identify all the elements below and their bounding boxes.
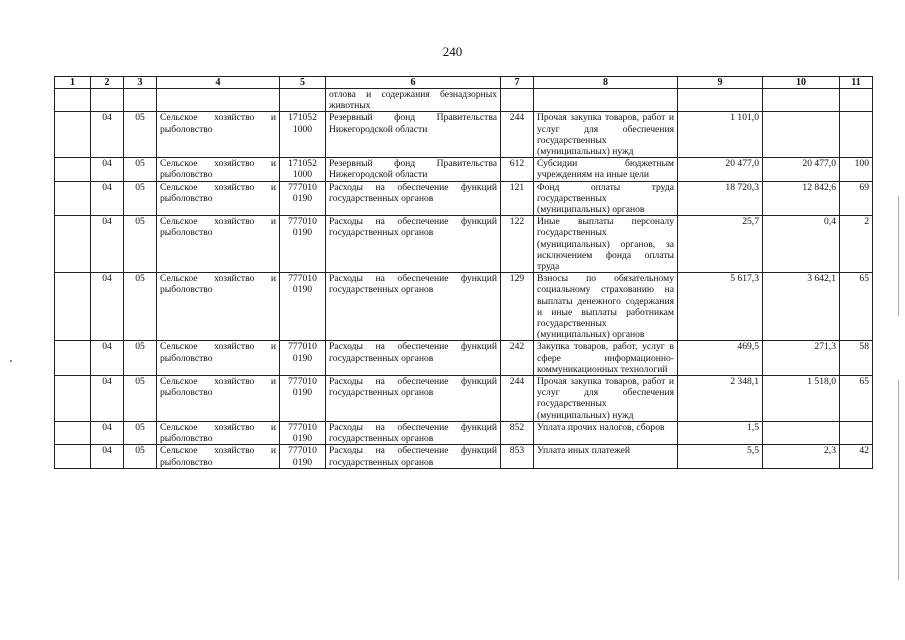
column-header-8: 8 bbox=[534, 77, 678, 89]
cell-expense-name: Прочая закупка товаров, работ и услуг для обеспечения государственных (муниципальных) нужд bbox=[534, 112, 678, 158]
cell-expense-type bbox=[501, 89, 534, 112]
cell-percent: 42 bbox=[840, 445, 873, 468]
cell-target-code: 777010 0190 bbox=[280, 445, 326, 468]
cell-section: 04 bbox=[91, 445, 124, 468]
cell-section: 04 bbox=[91, 181, 124, 216]
cell-section-name: Сельское хозяйство и рыболовство bbox=[157, 376, 280, 422]
cell-target-name: Расходы на обеспечение функций государственных органов bbox=[326, 341, 501, 376]
column-header-7: 7 bbox=[501, 77, 534, 89]
cell-expense-name: Иные выплаты персоналу государственных (муниципальных) органов, за исключением фонда оплаты труда bbox=[534, 216, 678, 273]
cell-subsection: 05 bbox=[124, 158, 157, 181]
cell-number bbox=[55, 181, 91, 216]
table-row bbox=[55, 89, 873, 112]
cell-expense-type: 242 bbox=[501, 341, 534, 376]
cell-subsection bbox=[124, 89, 157, 112]
cell-subsection: 05 bbox=[124, 376, 157, 422]
table-row bbox=[55, 376, 873, 422]
cell-section: 04 bbox=[91, 273, 124, 341]
cell-percent: 58 bbox=[840, 341, 873, 376]
cell-target-name: отлова и содержания безнадзорных животных bbox=[326, 89, 501, 112]
cell-target-code: 777010 0190 bbox=[280, 216, 326, 273]
cell-executed: 2,3 bbox=[763, 445, 840, 468]
column-header-4: 4 bbox=[157, 77, 280, 89]
cell-expense-name bbox=[534, 89, 678, 112]
header-row bbox=[55, 77, 873, 89]
cell-section: 04 bbox=[91, 421, 124, 444]
cell-executed bbox=[763, 89, 840, 112]
cell-target-code: 171052 1000 bbox=[280, 158, 326, 181]
column-header-5: 5 bbox=[280, 77, 326, 89]
cell-section-name: Сельское хозяйство и рыболовство bbox=[157, 216, 280, 273]
column-header-3: 3 bbox=[124, 77, 157, 89]
cell-planned: 1,5 bbox=[678, 421, 763, 444]
cell-subsection: 05 bbox=[124, 216, 157, 273]
cell-expense-name: Уплата иных платежей bbox=[534, 445, 678, 468]
table-row bbox=[55, 341, 873, 376]
cell-planned: 25,7 bbox=[678, 216, 763, 273]
cell-section: 04 bbox=[91, 158, 124, 181]
table-row bbox=[55, 445, 873, 468]
cell-number bbox=[55, 158, 91, 181]
cell-target-code: 777010 0190 bbox=[280, 273, 326, 341]
cell-section-name: Сельское хозяйство и рыболовство bbox=[157, 273, 280, 341]
cell-subsection: 05 bbox=[124, 421, 157, 444]
cell-executed: 3 642,1 bbox=[763, 273, 840, 341]
cell-section-name bbox=[157, 89, 280, 112]
cell-executed bbox=[763, 112, 840, 158]
cell-subsection: 05 bbox=[124, 112, 157, 158]
cell-section-name: Сельское хозяйство и рыболовство bbox=[157, 445, 280, 468]
column-header-11: 11 bbox=[840, 77, 873, 89]
column-header-10: 10 bbox=[763, 77, 840, 89]
cell-planned: 1 101,0 bbox=[678, 112, 763, 158]
cell-planned: 18 720,3 bbox=[678, 181, 763, 216]
cell-target-code: 171052 1000 bbox=[280, 112, 326, 158]
table-row bbox=[55, 158, 873, 181]
cell-planned: 5,5 bbox=[678, 445, 763, 468]
cell-section-name: Сельское хозяйство и рыболовство bbox=[157, 341, 280, 376]
cell-target-name: Расходы на обеспечение функций государственных органов bbox=[326, 181, 501, 216]
column-header-9: 9 bbox=[678, 77, 763, 89]
cell-percent: 100 bbox=[840, 158, 873, 181]
cell-section: 04 bbox=[91, 112, 124, 158]
cell-section-name: Сельское хозяйство и рыболовство bbox=[157, 112, 280, 158]
cell-planned: 5 617,3 bbox=[678, 273, 763, 341]
cell-section: 04 bbox=[91, 376, 124, 422]
cell-executed: 20 477,0 bbox=[763, 158, 840, 181]
cell-number bbox=[55, 89, 91, 112]
cell-percent: 65 bbox=[840, 273, 873, 341]
cell-subsection: 05 bbox=[124, 181, 157, 216]
cell-number bbox=[55, 341, 91, 376]
cell-expense-name: Закупка товаров, работ, услуг в сфере информационно-коммуникационных технологий bbox=[534, 341, 678, 376]
cell-executed: 0,4 bbox=[763, 216, 840, 273]
cell-expense-type: 122 bbox=[501, 216, 534, 273]
scan-mark-right-low bbox=[898, 380, 899, 580]
cell-expense-type: 612 bbox=[501, 158, 534, 181]
cell-subsection: 05 bbox=[124, 273, 157, 341]
cell-target-code: 777010 0190 bbox=[280, 341, 326, 376]
cell-subsection: 05 bbox=[124, 445, 157, 468]
cell-expense-name: Взносы по обязательному социальному страхованию на выплаты денежного содержания и иные выплаты работникам государственных (муниципальных) органов bbox=[534, 273, 678, 341]
cell-planned bbox=[678, 89, 763, 112]
column-header-6: 6 bbox=[326, 77, 501, 89]
cell-target-name: Расходы на обеспечение функций государственных органов bbox=[326, 421, 501, 444]
cell-expense-type: 852 bbox=[501, 421, 534, 444]
cell-target-name: Расходы на обеспечение функций государственных органов bbox=[326, 445, 501, 468]
table-row bbox=[55, 181, 873, 216]
cell-expense-name: Прочая закупка товаров, работ и услуг для обеспечения государственных (муниципальных) нужд bbox=[534, 376, 678, 422]
cell-expense-type: 244 bbox=[501, 376, 534, 422]
table-row bbox=[55, 112, 873, 158]
cell-expense-type: 129 bbox=[501, 273, 534, 341]
cell-number bbox=[55, 421, 91, 444]
cell-target-name: Расходы на обеспечение функций государственных органов bbox=[326, 216, 501, 273]
table-body bbox=[55, 89, 873, 469]
cell-percent: 69 bbox=[840, 181, 873, 216]
cell-executed: 12 842,6 bbox=[763, 181, 840, 216]
cell-target-name: Расходы на обеспечение функций государственных органов bbox=[326, 376, 501, 422]
cell-expense-name: Уплата прочих налогов, сборов bbox=[534, 421, 678, 444]
cell-section-name: Сельское хозяйство и рыболовство bbox=[157, 158, 280, 181]
column-header-1: 1 bbox=[55, 77, 91, 89]
cell-percent bbox=[840, 89, 873, 112]
cell-target-name: Расходы на обеспечение функций государственных органов bbox=[326, 273, 501, 341]
scan-mark-left bbox=[10, 360, 12, 362]
cell-expense-name: Субсидии бюджетным учреждениям на иные цели bbox=[534, 158, 678, 181]
cell-section bbox=[91, 89, 124, 112]
cell-expense-type: 244 bbox=[501, 112, 534, 158]
cell-target-name: Резервный фонд Правительства Нижегородской области bbox=[326, 158, 501, 181]
scan-mark-right bbox=[898, 196, 899, 316]
cell-section-name: Сельское хозяйство и рыболовство bbox=[157, 181, 280, 216]
cell-target-name: Резервный фонд Правительства Нижегородской области bbox=[326, 112, 501, 158]
table-row bbox=[55, 421, 873, 444]
cell-section-name: Сельское хозяйство и рыболовство bbox=[157, 421, 280, 444]
cell-executed bbox=[763, 421, 840, 444]
cell-target-code: 777010 0190 bbox=[280, 181, 326, 216]
table-header bbox=[55, 77, 873, 89]
cell-planned: 20 477,0 bbox=[678, 158, 763, 181]
cell-number bbox=[55, 376, 91, 422]
cell-number bbox=[55, 112, 91, 158]
cell-executed: 1 518,0 bbox=[763, 376, 840, 422]
cell-number bbox=[55, 273, 91, 341]
cell-target-code bbox=[280, 89, 326, 112]
cell-subsection: 05 bbox=[124, 341, 157, 376]
budget-table bbox=[54, 76, 873, 469]
cell-planned: 2 348,1 bbox=[678, 376, 763, 422]
cell-target-code: 777010 0190 bbox=[280, 421, 326, 444]
cell-executed: 271,3 bbox=[763, 341, 840, 376]
cell-section: 04 bbox=[91, 216, 124, 273]
cell-percent bbox=[840, 112, 873, 158]
cell-expense-type: 853 bbox=[501, 445, 534, 468]
page-number: 240 bbox=[442, 44, 463, 59]
cell-number bbox=[55, 216, 91, 273]
cell-percent: 2 bbox=[840, 216, 873, 273]
cell-target-code: 777010 0190 bbox=[280, 376, 326, 422]
cell-number bbox=[55, 445, 91, 468]
cell-section: 04 bbox=[91, 341, 124, 376]
table-row bbox=[55, 216, 873, 273]
cell-planned: 469,5 bbox=[678, 341, 763, 376]
column-header-2: 2 bbox=[91, 77, 124, 89]
cell-expense-type: 121 bbox=[501, 181, 534, 216]
table-row bbox=[55, 273, 873, 341]
cell-percent bbox=[840, 421, 873, 444]
cell-expense-name: Фонд оплаты труда государственных (муниципальных) органов bbox=[534, 181, 678, 216]
cell-percent: 65 bbox=[840, 376, 873, 422]
